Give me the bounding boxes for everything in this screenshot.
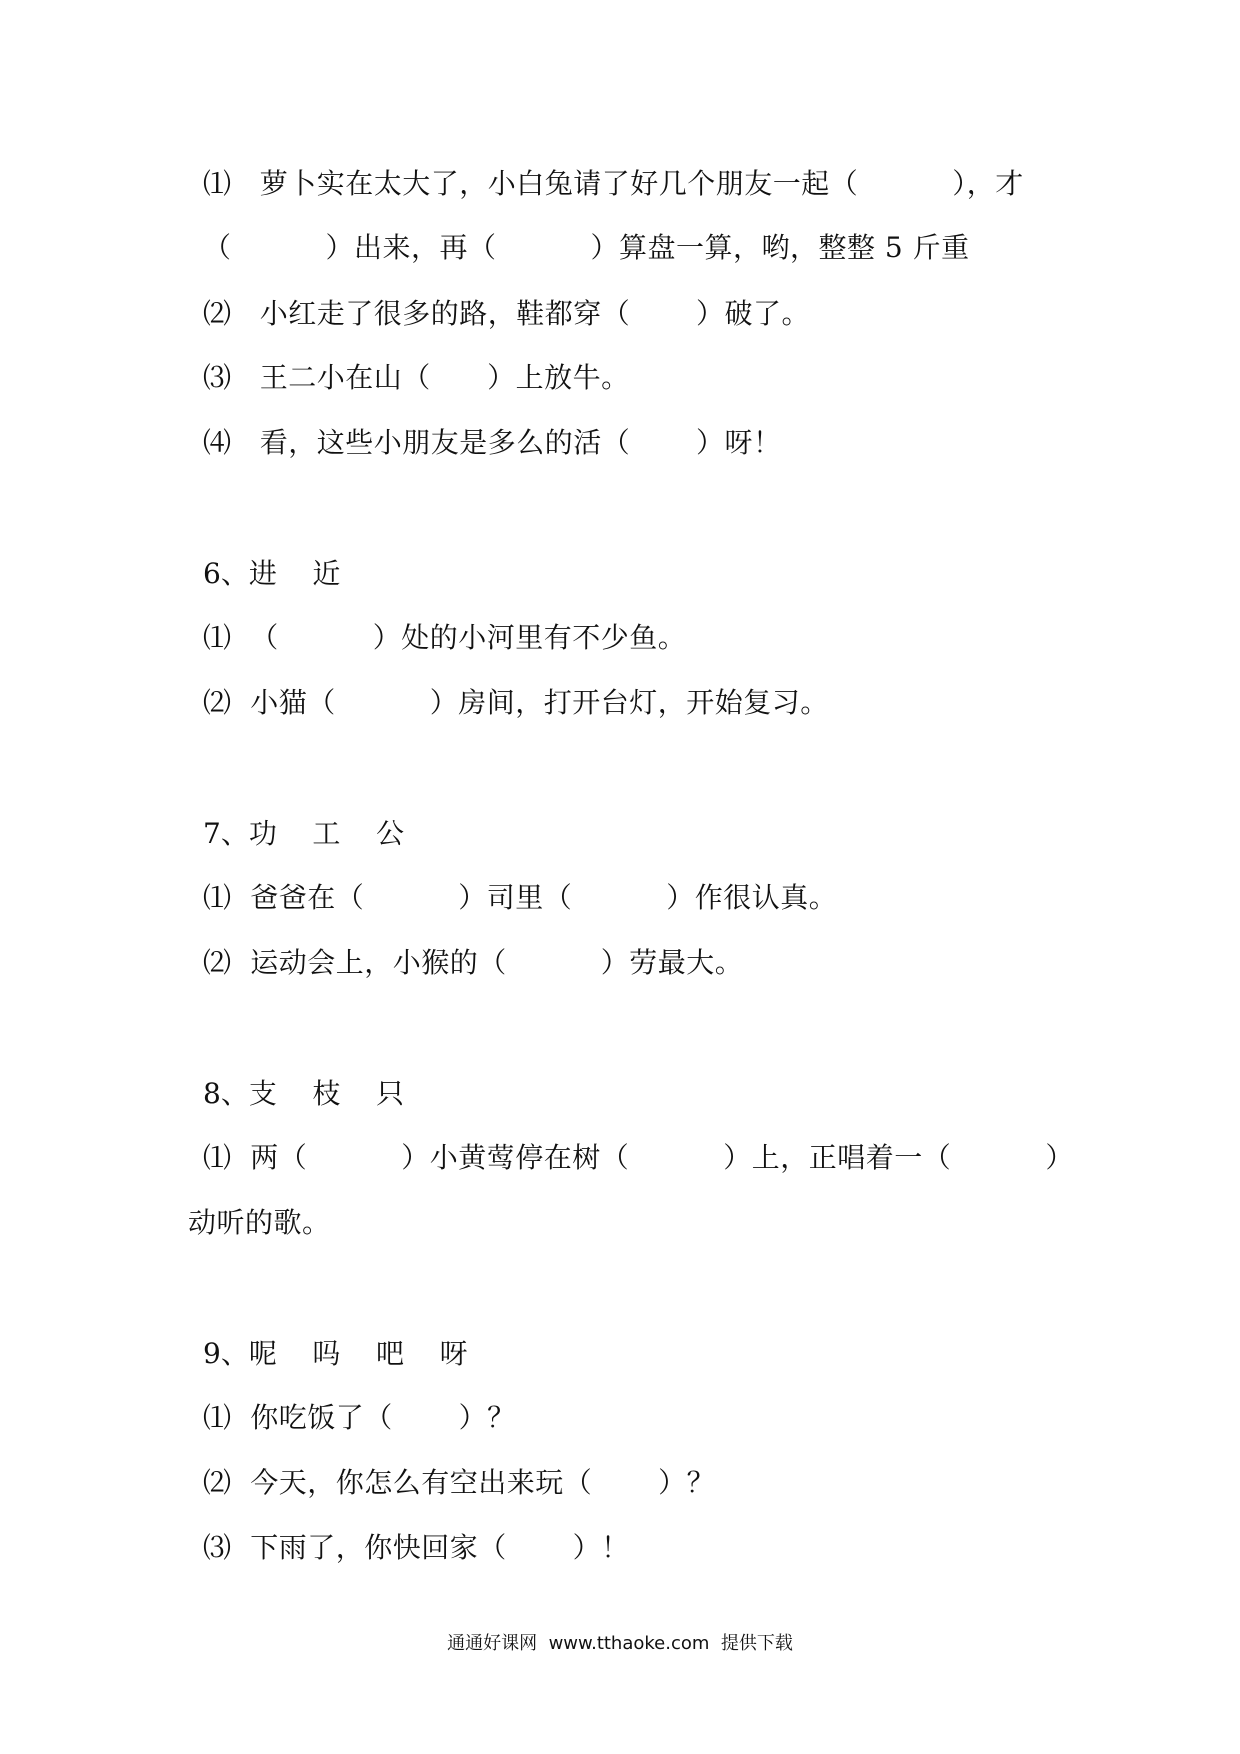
- s9-q2: ⑵ 今天，你怎么有空出来玩（ ）？: [203, 1466, 716, 1499]
- s5-q4: ⑷ 看，这些小朋友是多么的活（ ）呀！: [203, 426, 782, 459]
- s6-heading: 6、进 近: [203, 557, 341, 590]
- s5-q3: ⑶ 王二小在山（ ）上放牛。: [203, 361, 630, 394]
- s5-q1-line2: （ ）出来，再（ ）算盘一算，哟，整整 5 斤重: [203, 231, 970, 264]
- s5-q1-line1: ⑴ 萝卜实在太大了，小白兔请了好几个朋友一起（ ），才: [203, 167, 1024, 200]
- s9-heading: 9、呢 吗 吧 呀: [203, 1337, 468, 1370]
- s5-q2: ⑵ 小红走了很多的路，鞋都穿（ ）破了。: [203, 297, 811, 330]
- s8-heading: 8、支 枝 只: [203, 1077, 405, 1110]
- s9-q3: ⑶ 下雨了，你快回家（ ）！: [203, 1531, 630, 1564]
- s8-q1-line1: ⑴ 两（ ）小黄莺停在树（ ）上，正唱着一（ ）: [203, 1141, 1074, 1174]
- s7-q2: ⑵ 运动会上，小猴的（ ）劳最大。: [203, 946, 744, 979]
- s7-heading: 7、功 工 公: [203, 817, 405, 850]
- s8-q1-line2: 动听的歌。: [188, 1206, 331, 1239]
- s7-q1: ⑴ 爸爸在（ ）司里（ ）作很认真。: [203, 881, 838, 914]
- s9-q1: ⑴ 你吃饭了（ ）？: [203, 1401, 516, 1434]
- s6-q1: ⑴ （ ）处的小河里有不少鱼。: [203, 621, 687, 654]
- s6-q2: ⑵ 小猫（ ）房间，打开台灯，开始复习。: [203, 686, 829, 719]
- page-footer: 通通好课网 www.tthaoke.com 提供下载: [447, 1633, 793, 1654]
